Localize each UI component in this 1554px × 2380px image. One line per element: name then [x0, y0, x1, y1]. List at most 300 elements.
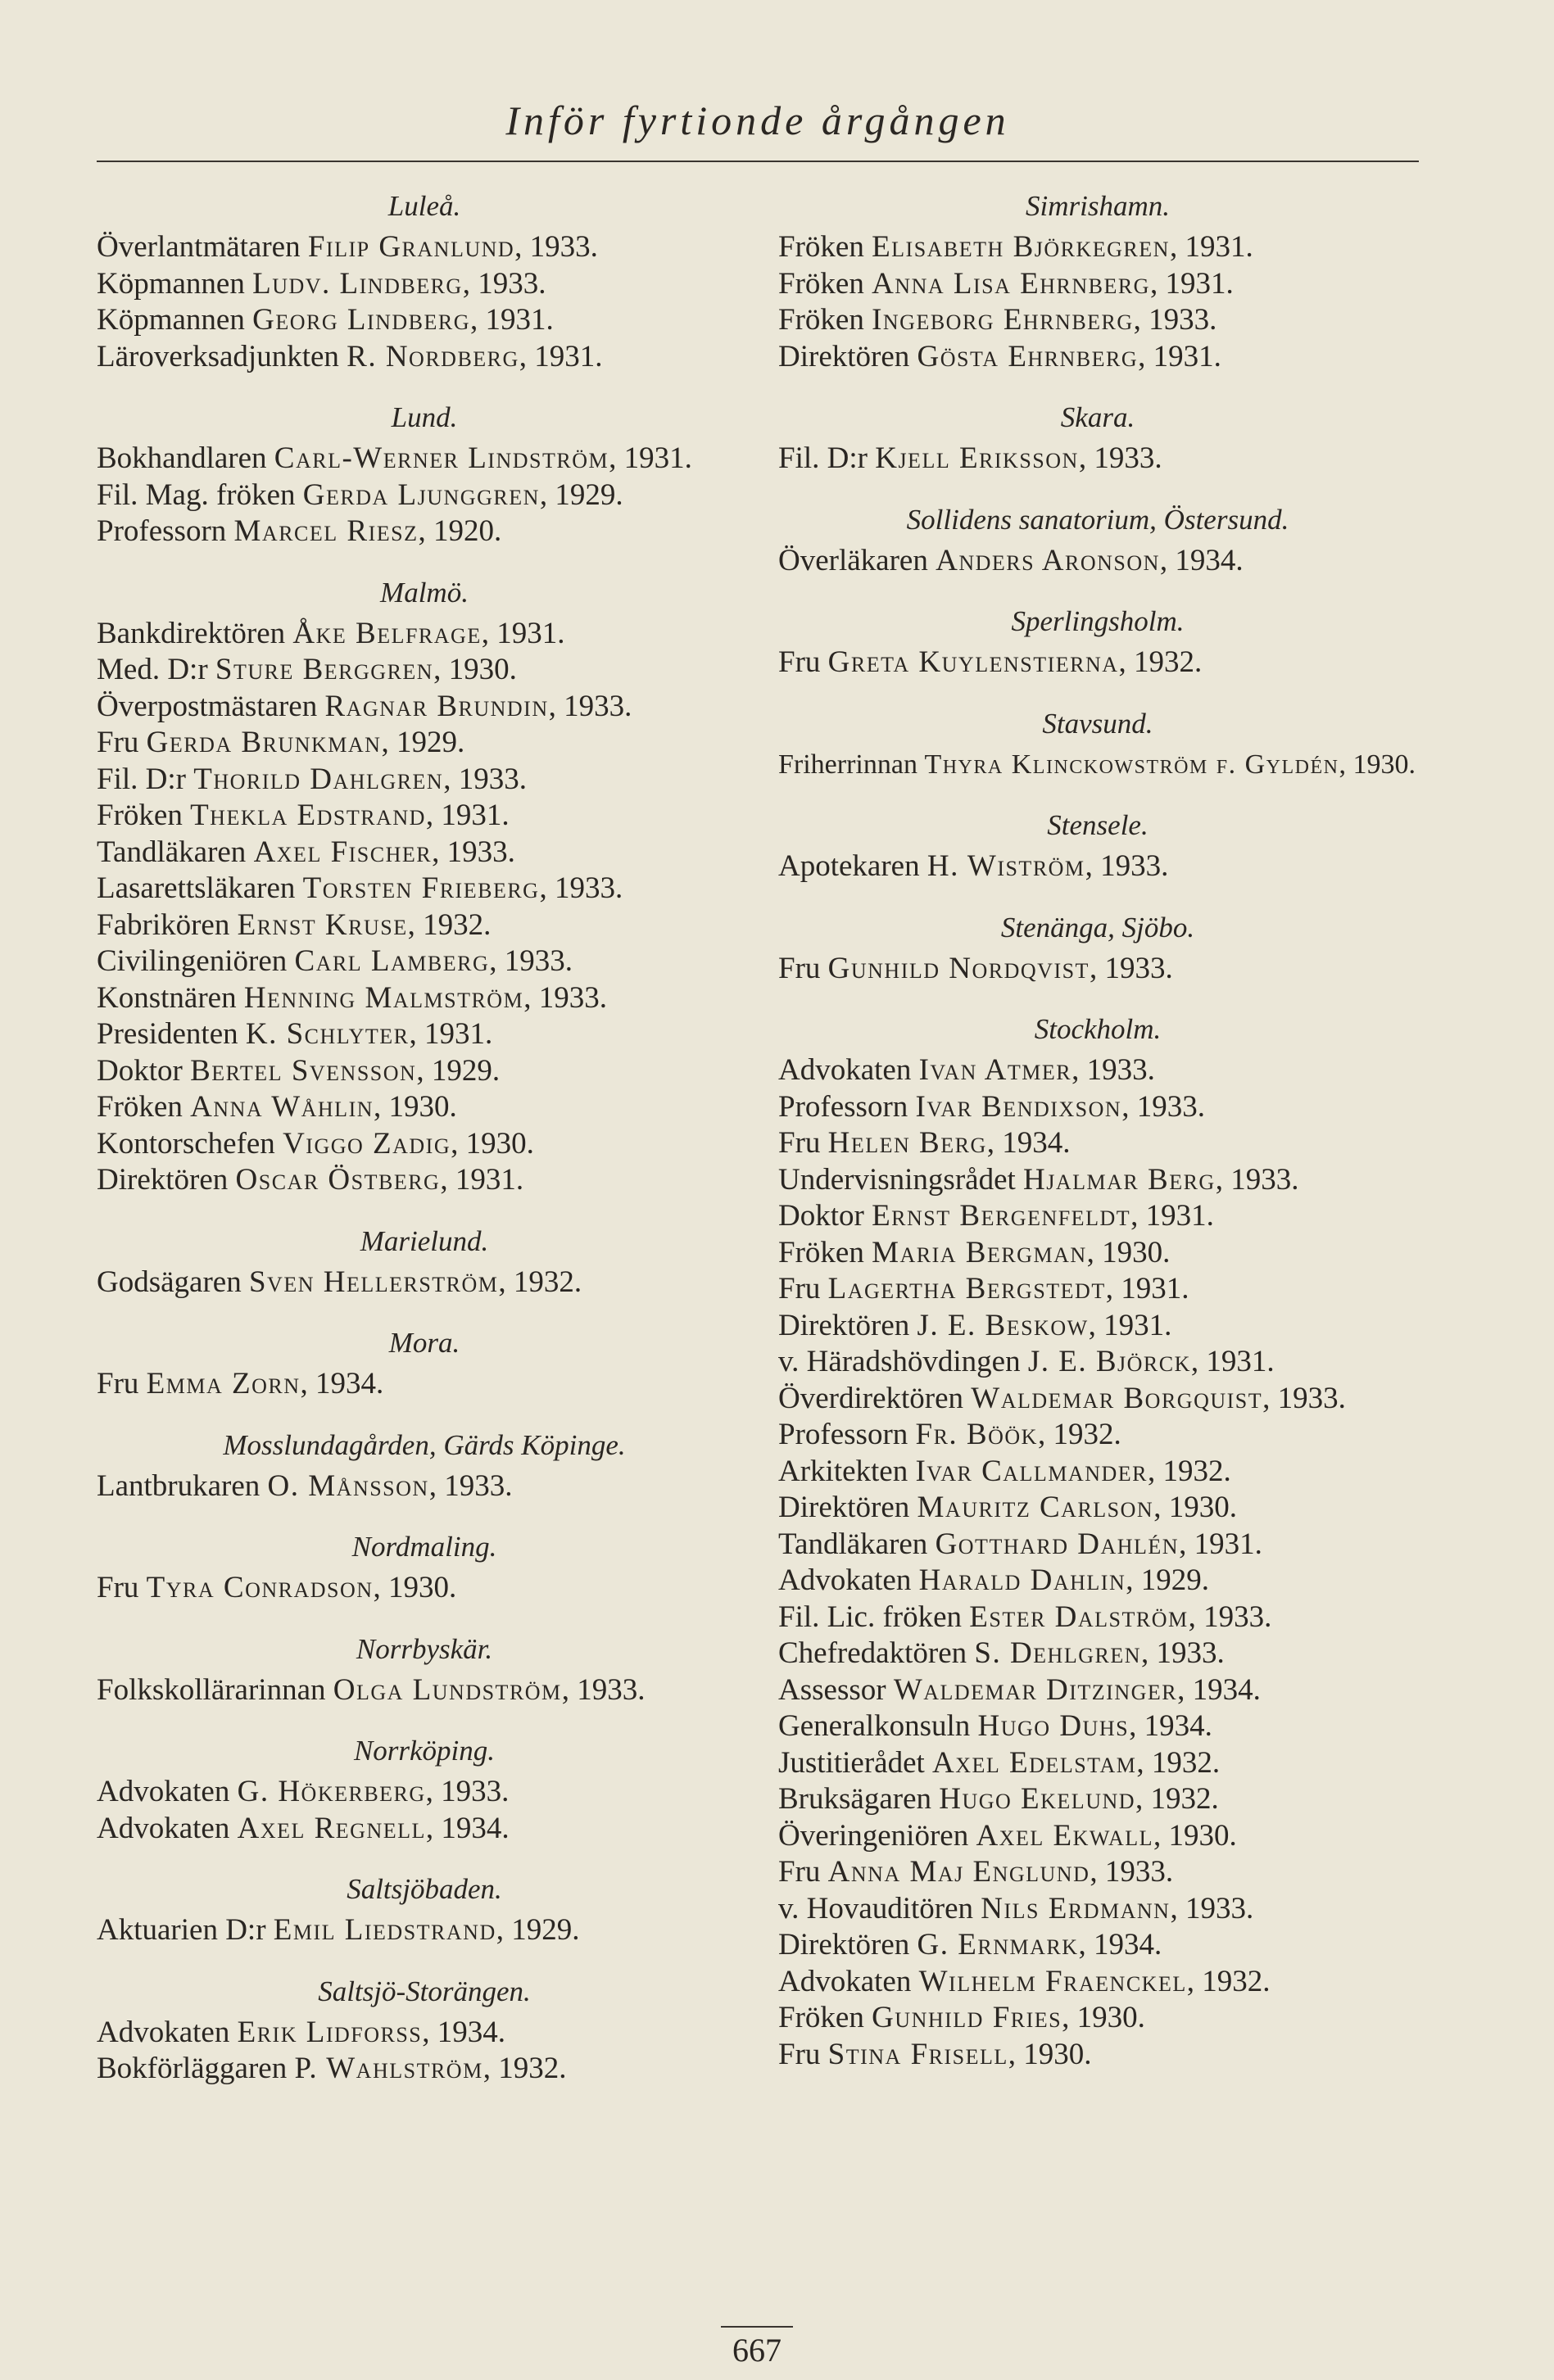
place-heading: Norrköping. — [353, 1735, 496, 1767]
member-year: 1931. — [534, 339, 603, 373]
member-entry: Fil. Lic. fröken Ester Dalström, 1933. — [778, 1599, 1272, 1634]
member-name: Axel Ekwall — [976, 1818, 1154, 1853]
member-year: 1933. — [444, 1468, 513, 1503]
member-title: Advokaten — [778, 1053, 912, 1087]
member-year: 1933. — [478, 266, 546, 301]
member-title: Bruksägaren — [778, 1782, 931, 1816]
member-name: Gerda Brunkman — [146, 726, 382, 759]
member-entry: Advokaten Ivan Atmer, 1933. — [778, 1053, 1155, 1087]
member-title: Advokaten — [97, 1775, 230, 1808]
member-year: 1930. — [1352, 749, 1416, 780]
member-name: Waldemar Borgquist — [971, 1381, 1263, 1415]
place-heading: Luleå. — [387, 190, 461, 222]
member-entry: Köpmannen Ludv. Lindberg, 1933. — [97, 266, 546, 301]
member-year: 1929. — [555, 477, 623, 512]
member-entry: Civilingeniören Carl Lamberg, 1933. — [97, 944, 573, 978]
member-title: Advokaten — [778, 1964, 912, 1998]
member-title: Överpostmästaren — [97, 689, 318, 723]
member-entry: Fru Helen Berg, 1934. — [778, 1126, 1071, 1160]
member-title: Fru — [97, 1571, 139, 1604]
place-section — [778, 908, 1417, 988]
member-title: Fru — [778, 1272, 821, 1305]
member-entry: Överläkaren Anders Aronson, 1934. — [778, 543, 1244, 577]
member-year: 1934. — [1093, 1928, 1162, 1961]
member-entry: Undervisningsrådet Hjalmar Berg, 1933. — [778, 1162, 1299, 1197]
member-entry: Lasarettsläkaren Torsten Frieberg, 1933. — [97, 871, 623, 905]
member-name: Henning Malmström — [243, 980, 524, 1015]
place-heading: Mosslundagården, Gärds Köpinge. — [223, 1428, 626, 1461]
member-year: 1931. — [1185, 230, 1253, 264]
member-name: H. Wiström — [927, 849, 1085, 883]
member-title: Fru — [778, 2037, 821, 2071]
member-title: Fru — [778, 951, 821, 985]
member-name: Ragnar Brundin — [324, 689, 549, 723]
member-title: v. Hovauditören — [778, 1891, 974, 1925]
member-name: Bertel Svensson — [190, 1053, 417, 1088]
member-year: 1933. — [577, 1672, 646, 1707]
member-name: G. Hökerberg — [237, 1775, 426, 1808]
member-title: Fröken — [778, 303, 864, 337]
member-entry: Aktuarien D:r Emil Liedstrand, 1929. — [97, 1913, 580, 1947]
member-name: Marcel Riesz — [233, 514, 419, 548]
member-name: Nils Erdmann — [981, 1891, 1171, 1925]
place-section — [97, 1972, 752, 2088]
place-section — [97, 1731, 752, 1847]
member-title: Undervisningsrådet — [778, 1162, 1016, 1197]
member-year: 1932. — [498, 2052, 567, 2085]
member-title: Advokaten — [97, 2015, 230, 2049]
member-name: Sven Hellerström — [248, 1265, 499, 1299]
member-year: 1933. — [1100, 849, 1169, 883]
member-year: 1933. — [1230, 1162, 1299, 1197]
place-section — [97, 1323, 752, 1403]
member-year: 1929. — [396, 726, 465, 759]
member-name: R. Nordberg — [347, 339, 519, 373]
member-entry: Fru Tyra Conradson, 1930. — [97, 1571, 457, 1604]
place-section — [97, 398, 752, 550]
member-name: Lagertha Bergstedt — [827, 1272, 1106, 1305]
place-section — [778, 602, 1417, 681]
member-year: 1929. — [511, 1913, 580, 1947]
member-title: Folkskollärarinnan — [97, 1672, 326, 1707]
member-entry: Fru Greta Kuylenstierna, 1932. — [778, 645, 1203, 679]
member-entry: Fröken Maria Bergman, 1930. — [778, 1235, 1171, 1269]
member-title: Överläkaren — [778, 543, 928, 577]
member-name: Erik Lidforss — [237, 2015, 423, 2049]
member-title: Fröken — [778, 266, 864, 301]
member-title: Direktören — [778, 1491, 910, 1524]
member-title: Godsägaren — [97, 1265, 242, 1299]
place-heading: Nordmaling. — [351, 1531, 497, 1563]
member-entry: Godsägaren Sven Hellerström, 1932. — [97, 1265, 582, 1299]
place-section — [97, 1222, 752, 1301]
member-name: Kjell Eriksson — [875, 441, 1079, 475]
member-name: Helen Berg — [827, 1126, 987, 1160]
member-title: Direktören — [97, 1163, 229, 1197]
member-year: 1932. — [1134, 645, 1203, 679]
place-section — [778, 704, 1417, 784]
member-name: Wilhelm Fraenckel — [918, 1964, 1187, 1998]
member-name: S. Dehlgren — [974, 1636, 1141, 1670]
member-entry: Advokaten G. Hökerberg, 1933. — [97, 1775, 510, 1808]
member-entry: Överingeniören Axel Ekwall, 1930. — [778, 1818, 1237, 1853]
member-title: Chefredaktören — [778, 1636, 967, 1670]
member-year: 1933. — [1104, 1855, 1174, 1889]
member-title: Assessor — [778, 1672, 886, 1707]
member-entry: Justitierådet Axel Edelstam, 1932. — [778, 1745, 1221, 1780]
right-column — [778, 187, 1417, 2096]
member-title: Överdirektören — [778, 1381, 964, 1415]
member-name: Axel Fischer — [253, 835, 433, 869]
member-name: Ernst Kruse — [237, 907, 408, 942]
place-section — [778, 500, 1417, 580]
place-heading: Skara. — [1060, 401, 1135, 433]
member-year: 1931. — [1103, 1308, 1172, 1342]
member-title: Fröken — [97, 799, 183, 832]
place-heading: Saltsjöbaden. — [347, 1873, 502, 1905]
place-heading: Stenänga, Sjöbo. — [1000, 911, 1195, 943]
member-year: 1930. — [1102, 1235, 1171, 1269]
member-name: Oscar Östberg — [235, 1163, 441, 1197]
member-year: 1934. — [1175, 543, 1244, 577]
header-rule — [97, 161, 1419, 162]
place-heading: Stensele. — [1047, 809, 1149, 841]
member-name: Hjalmar Berg — [1023, 1162, 1216, 1197]
member-entry: Fru Gerda Brunkman, 1929. — [97, 726, 465, 759]
member-title: Fil. Mag. fröken — [97, 477, 296, 512]
member-entry: Advokaten Erik Lidforss, 1934. — [97, 2015, 506, 2049]
member-name: Olga Lundström — [333, 1672, 562, 1707]
member-entry: Kontorschefen Viggo Zadig, 1930. — [97, 1126, 534, 1161]
member-title: Bankdirektören — [97, 616, 286, 650]
member-entry: Fröken Anna Lisa Ehrnberg, 1931. — [778, 266, 1234, 301]
member-entry: Överdirektören Waldemar Borgquist, 1933. — [778, 1381, 1346, 1415]
member-name: Maria Bergman — [872, 1235, 1087, 1269]
member-year: 1931. — [1206, 1345, 1275, 1378]
member-entry: Fröken Elisabeth Björkegren, 1931. — [778, 230, 1253, 264]
member-name: Sture Berggren — [215, 653, 434, 686]
member-title: Apotekaren — [778, 849, 920, 883]
member-title: Fröken — [97, 1090, 183, 1124]
place-heading: Stockholm. — [1034, 1013, 1162, 1045]
member-entry: Professorn Fr. Böök, 1932. — [778, 1418, 1121, 1451]
member-title: Läroverksadjunkten — [97, 339, 339, 373]
member-entry: Direktören Gösta Ehrnberg, 1931. — [778, 339, 1221, 373]
member-year: 1932. — [1162, 1454, 1231, 1488]
member-year: 1932. — [1151, 1745, 1221, 1780]
member-entry: v. Häradshövdingen J. E. Björck, 1931. — [778, 1345, 1275, 1378]
member-year: 1933. — [1185, 1891, 1254, 1925]
member-year: 1933. — [1086, 1053, 1155, 1087]
member-year: 1933. — [458, 762, 527, 796]
member-entry: Presidenten K. Schlyter, 1931. — [97, 1017, 493, 1051]
place-heading: Malmö. — [380, 576, 469, 609]
member-title: Fil. Lic. fröken — [778, 1599, 963, 1634]
member-title: Med. D:r — [97, 653, 208, 686]
member-entry: Bruksägaren Hugo Ekelund, 1932. — [778, 1782, 1219, 1816]
member-title: Fil. D:r — [778, 441, 868, 475]
member-year: 1930. — [1168, 1491, 1237, 1524]
member-year: 1933. — [1104, 951, 1173, 985]
member-name: Carl-Werner Lindström — [274, 441, 609, 475]
page-number: 667 — [732, 2332, 782, 2369]
member-entry: Arkitekten Ivar Callmander, 1932. — [778, 1454, 1231, 1488]
member-entry: Advokaten Harald Dahlin, 1929. — [778, 1563, 1209, 1597]
member-title: Tandläkaren — [778, 1527, 928, 1561]
member-entry: Fröken Gunhild Fries, 1930. — [778, 2001, 1145, 2034]
member-year: 1933. — [1156, 1636, 1225, 1670]
member-name: J. E. Beskow — [917, 1308, 1089, 1342]
member-name: Gerda Ljunggren — [302, 477, 540, 512]
member-name: Hugo Ekelund — [939, 1782, 1136, 1816]
member-name: J. E. Björck — [1027, 1345, 1191, 1378]
member-name: Waldemar Ditzinger — [893, 1672, 1178, 1707]
member-name: Ernst Bergenfeldt — [872, 1199, 1131, 1233]
member-title: v. Häradshövdingen — [778, 1345, 1021, 1378]
member-name: Torsten Frieberg — [302, 871, 540, 905]
member-year: 1931. — [1194, 1527, 1262, 1561]
place-section — [778, 187, 1417, 375]
member-title: Köpmannen — [97, 303, 245, 337]
member-name: Fr. Böök — [915, 1418, 1038, 1451]
member-entry: Fru Anna Maj Englund, 1933. — [778, 1855, 1174, 1889]
member-name: Filip Granlund — [307, 230, 515, 264]
member-title: Fabrikören — [97, 907, 230, 942]
member-title: Direktören — [778, 1308, 910, 1342]
member-title: Direktören — [778, 339, 910, 373]
member-title: Bokhandlaren — [97, 441, 267, 475]
member-year: 1930. — [388, 1571, 457, 1604]
place-heading: Saltsjö-Storängen. — [318, 1975, 531, 2007]
member-title: Tandläkaren — [97, 835, 247, 869]
member-year: 1932. — [513, 1265, 582, 1299]
member-year: 1929. — [1140, 1563, 1209, 1597]
member-name: Anna Maj Englund — [827, 1855, 1090, 1889]
member-name: Åke Belfrage — [292, 616, 482, 650]
place-heading: Norrbyskär. — [356, 1632, 493, 1665]
member-year: 1933. — [1094, 441, 1162, 475]
member-entry: Tandläkaren Gotthard Dahlén, 1931. — [778, 1527, 1262, 1561]
member-name: Georg Lindberg — [252, 303, 471, 337]
member-name: P. Wahlström — [294, 2052, 483, 2085]
member-name: Ingeborg Ehrnberg — [872, 303, 1134, 337]
place-section — [778, 806, 1417, 885]
member-entry: Fil. D:r Kjell Eriksson, 1933. — [778, 441, 1162, 475]
member-entry: Advokaten Wilhelm Fraenckel, 1932. — [778, 1964, 1271, 1998]
place-section — [97, 1630, 752, 1709]
member-year: 1933. — [1149, 303, 1217, 337]
member-entry: Folkskollärarinnan Olga Lundström, 1933. — [97, 1672, 646, 1707]
folio-rule — [721, 2326, 793, 2328]
member-year: 1931. — [1145, 1199, 1214, 1233]
member-year: 1930. — [388, 1090, 457, 1124]
member-year: 1931. — [1153, 339, 1221, 373]
member-year: 1934. — [1144, 1709, 1212, 1743]
member-year: 1931. — [1121, 1272, 1189, 1305]
member-name: Ivan Atmer — [918, 1053, 1072, 1087]
member-name: Anna Lisa Ehrnberg — [872, 266, 1150, 301]
place-section — [97, 187, 752, 375]
member-name: Carl Lamberg — [294, 944, 490, 978]
member-name: Gotthard Dahlén — [935, 1527, 1180, 1561]
member-title: Överingeniören — [778, 1818, 969, 1853]
member-name: Hugo Duhs — [977, 1709, 1130, 1743]
member-title: Professorn — [778, 1089, 908, 1124]
member-title: Justitierådet — [778, 1745, 925, 1780]
member-year: 1930. — [448, 653, 517, 686]
member-entry: Överpostmästaren Ragnar Brundin, 1933. — [97, 689, 632, 723]
member-entry: Lantbrukaren O. Månsson, 1933. — [97, 1468, 513, 1503]
member-year: 1932. — [1150, 1782, 1219, 1816]
place-section — [778, 1010, 1417, 2073]
member-year: 1930. — [465, 1126, 534, 1161]
member-entry: Fröken Ingeborg Ehrnberg, 1933. — [778, 303, 1217, 337]
member-name: Harald Dahlin — [918, 1563, 1126, 1597]
place-heading: Mora. — [388, 1327, 460, 1359]
member-entry: Doktor Ernst Bergenfeldt, 1931. — [778, 1199, 1214, 1233]
member-year: 1920. — [433, 514, 502, 548]
member-name: O. Månsson — [267, 1468, 429, 1503]
member-entry: Chefredaktören S. Dehlgren, 1933. — [778, 1636, 1225, 1670]
member-title: Lantbrukaren — [97, 1468, 261, 1503]
member-name: Emil Liedstrand — [273, 1913, 496, 1947]
member-title: Fru — [97, 726, 139, 759]
member-title: Doktor — [97, 1053, 183, 1088]
member-name: G. Ernmark — [917, 1928, 1079, 1961]
member-title: Fil. D:r — [97, 762, 186, 796]
member-entry: Doktor Bertel Svensson, 1929. — [97, 1053, 501, 1088]
member-title: Professorn — [97, 514, 227, 548]
member-title: Fröken — [778, 2001, 864, 2034]
member-entry: Fru Lagertha Bergstedt, 1931. — [778, 1272, 1189, 1305]
member-name: Mauritz Carlson — [917, 1491, 1154, 1524]
member-year: 1930. — [1023, 2037, 1092, 2071]
member-name: Ivar Callmander — [915, 1454, 1148, 1488]
member-title: Advokaten — [97, 1811, 230, 1845]
member-name: Ludv. Lindberg — [252, 266, 463, 301]
member-name: K. Schlyter — [245, 1017, 410, 1051]
member-entry: Professorn Ivar Bendixson, 1933. — [778, 1089, 1205, 1124]
member-title: Bokförläggaren — [97, 2052, 288, 2085]
member-year: 1932. — [423, 907, 492, 942]
member-name: Ester Dalström — [969, 1599, 1189, 1634]
member-title: Fru — [778, 645, 821, 679]
member-name: Anders Aronson — [936, 543, 1160, 577]
member-name: Axel Regnell — [237, 1811, 426, 1845]
running-header: Inför fyrtionde årgången — [505, 97, 1010, 143]
member-name: Stina Frisell — [827, 2037, 1008, 2071]
member-entry: Fru Stina Frisell, 1930. — [778, 2037, 1092, 2071]
member-year: 1933. — [538, 980, 607, 1015]
member-year: 1930. — [1076, 2001, 1145, 2034]
member-title: Fröken — [778, 1235, 864, 1269]
member-name: Thorild Dahlgren — [193, 762, 444, 796]
place-heading: Stavsund. — [1042, 707, 1153, 740]
place-heading: Lund. — [391, 401, 458, 433]
member-title: Fröken — [778, 230, 864, 264]
place-section — [97, 1527, 752, 1607]
member-year: 1934. — [437, 2015, 506, 2049]
member-year: 1933. — [564, 689, 632, 723]
member-entry: Köpmannen Georg Lindberg, 1931. — [97, 303, 554, 337]
member-entry: Generalkonsuln Hugo Duhs, 1934. — [778, 1709, 1212, 1743]
member-year: 1930. — [1168, 1818, 1237, 1853]
place-section — [97, 1426, 752, 1505]
member-title: Doktor — [778, 1199, 864, 1233]
member-title: Fru — [97, 1367, 139, 1400]
member-title: Civilingeniören — [97, 944, 288, 978]
member-name: Anna Wåhlin — [190, 1090, 374, 1124]
member-year: 1933. — [554, 871, 623, 905]
member-entry: Bokhandlaren Carl-Werner Lindström, 1931. — [97, 441, 692, 475]
member-entry: Bokförläggaren P. Wahlström, 1932. — [97, 2052, 567, 2085]
member-name: Gunhild Nordqvist — [827, 951, 1090, 985]
member-name: Gunhild Fries — [872, 2001, 1062, 2034]
member-entry: Friherrinnan Thyra Klinckowström f. Gyldén, 1930. — [778, 749, 1416, 780]
member-year: 1933. — [1203, 1599, 1272, 1634]
member-year: 1933. — [1136, 1089, 1205, 1124]
member-year: 1934. — [1192, 1672, 1261, 1707]
member-entry: Assessor Waldemar Ditzinger, 1934. — [778, 1672, 1261, 1707]
member-entry: Fil. D:r Thorild Dahlgren, 1933. — [97, 762, 527, 796]
member-entry: Konstnären Henning Malmström, 1933. — [97, 980, 607, 1015]
member-year: 1931. — [455, 1163, 524, 1197]
member-entry: Apotekaren H. Wiström, 1933. — [778, 849, 1169, 883]
member-entry: Överlantmätaren Filip Granlund, 1933. — [97, 230, 598, 264]
member-name: Viggo Zadig — [283, 1126, 451, 1161]
member-title: Fru — [778, 1126, 821, 1160]
member-year: 1931. — [441, 799, 510, 832]
member-year: 1933. — [1277, 1381, 1346, 1415]
member-entry: Med. D:r Sture Berggren, 1930. — [97, 653, 517, 686]
member-title: Presidenten — [97, 1017, 238, 1051]
place-heading: Marielund. — [360, 1224, 489, 1257]
left-column — [97, 187, 752, 2111]
member-title: Direktören — [778, 1928, 910, 1961]
member-name: Emma Zorn — [146, 1367, 301, 1400]
member-name: Tyra Conradson — [146, 1571, 374, 1604]
member-entry: Fru Emma Zorn, 1934. — [97, 1367, 384, 1400]
member-title: Köpmannen — [97, 266, 245, 301]
member-entry: Advokaten Axel Regnell, 1934. — [97, 1811, 510, 1845]
place-heading: Sperlingsholm. — [1011, 605, 1185, 637]
member-title: Advokaten — [778, 1563, 912, 1597]
member-year: 1931. — [623, 441, 692, 475]
member-entry: v. Hovauditören Nils Erdmann, 1933. — [778, 1891, 1254, 1925]
member-entry: Fru Gunhild Nordqvist, 1933. — [778, 951, 1173, 985]
member-title: Konstnären — [97, 980, 237, 1015]
member-name: Axel Edelstam — [932, 1745, 1137, 1780]
member-year: 1933. — [446, 835, 515, 869]
member-name: Elisabeth Björkegren — [872, 230, 1170, 264]
member-title: Professorn — [778, 1418, 908, 1451]
member-entry: Direktören Mauritz Carlson, 1930. — [778, 1491, 1237, 1524]
member-entry: Direktören G. Ernmark, 1934. — [778, 1928, 1162, 1961]
member-name: Thyra Klinckowström f. Gyldén — [924, 749, 1339, 780]
member-year: 1934. — [441, 1811, 510, 1845]
member-year: 1932. — [1053, 1418, 1121, 1451]
place-section — [97, 573, 752, 1199]
member-entry: Fröken Anna Wåhlin, 1930. — [97, 1090, 457, 1124]
member-entry: Tandläkaren Axel Fischer, 1933. — [97, 835, 515, 869]
member-entry: Fabrikören Ernst Kruse, 1932. — [97, 907, 492, 942]
member-year: 1933. — [504, 944, 573, 978]
member-title: Friherrinnan — [778, 749, 917, 780]
member-year: 1931. — [424, 1017, 493, 1051]
member-entry: Läroverksadjunkten R. Nordberg, 1931. — [97, 339, 603, 373]
member-title: Aktuarien D:r — [97, 1913, 266, 1947]
member-name: Ivar Bendixson — [915, 1089, 1122, 1124]
